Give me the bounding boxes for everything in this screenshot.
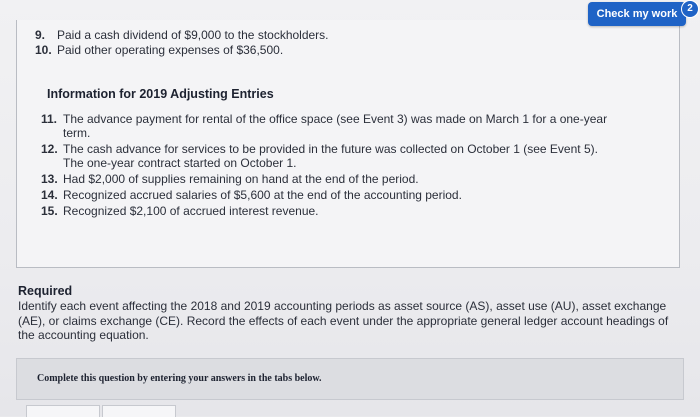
list-item [41, 142, 621, 170]
instruction-banner [16, 358, 684, 400]
item-number: 10. [35, 43, 52, 57]
item-number: 9. [35, 28, 46, 42]
list-item [35, 28, 365, 42]
required-text: Identify each event affecting the 2018 and 2019 accounting periods as asset source (AS), asset use (AU), asset exchange (AE), or claims exchange (CE). Record the effects of each event under the appropriate general ledger account headings of the accounting equation. [18, 299, 669, 342]
item-number: 13. [41, 172, 58, 186]
events-list-1 [35, 28, 365, 58]
list-item [35, 43, 365, 57]
check-my-work-button[interactable]: Check my work [588, 2, 686, 26]
item-text: Paid other operating expenses of $36,500. [57, 43, 284, 57]
item-text: The cash advance for services to be provided in the future was collected on October 1 (see Event 5). The one-year contract started on October 1. [63, 142, 598, 170]
item-number: 12. [41, 142, 58, 156]
answer-tab-2[interactable] [102, 405, 176, 417]
list-item [41, 188, 621, 202]
item-number: 15. [41, 204, 58, 218]
event-info-panel [16, 20, 680, 268]
item-text: Had $2,000 of supplies remaining on hand at the end of the period. [63, 172, 419, 186]
events-list-2 [41, 112, 621, 220]
answer-tab-1[interactable] [26, 405, 100, 417]
adjusting-entries-heading: Information for 2019 Adjusting Entries [47, 87, 274, 101]
list-item [41, 204, 621, 218]
required-title: Required [18, 284, 73, 298]
item-text: Paid a cash dividend of $9,000 to the stockholders. [57, 28, 329, 42]
item-number: 11. [41, 112, 58, 126]
item-text: The advance payment for rental of the office space (see Event 3) was made on March 1 for a one-year term. [63, 112, 608, 140]
attempts-badge: 2 [681, 0, 699, 18]
list-item [41, 172, 621, 186]
instruction-text: Complete this question by entering your answers in the tabs below. [37, 373, 322, 384]
item-text: Recognized accrued salaries of $5,600 at the end of the accounting period. [63, 188, 462, 202]
list-item [41, 112, 621, 140]
item-number: 14. [41, 188, 58, 202]
item-text: Recognized $2,100 of accrued interest revenue. [63, 204, 319, 218]
